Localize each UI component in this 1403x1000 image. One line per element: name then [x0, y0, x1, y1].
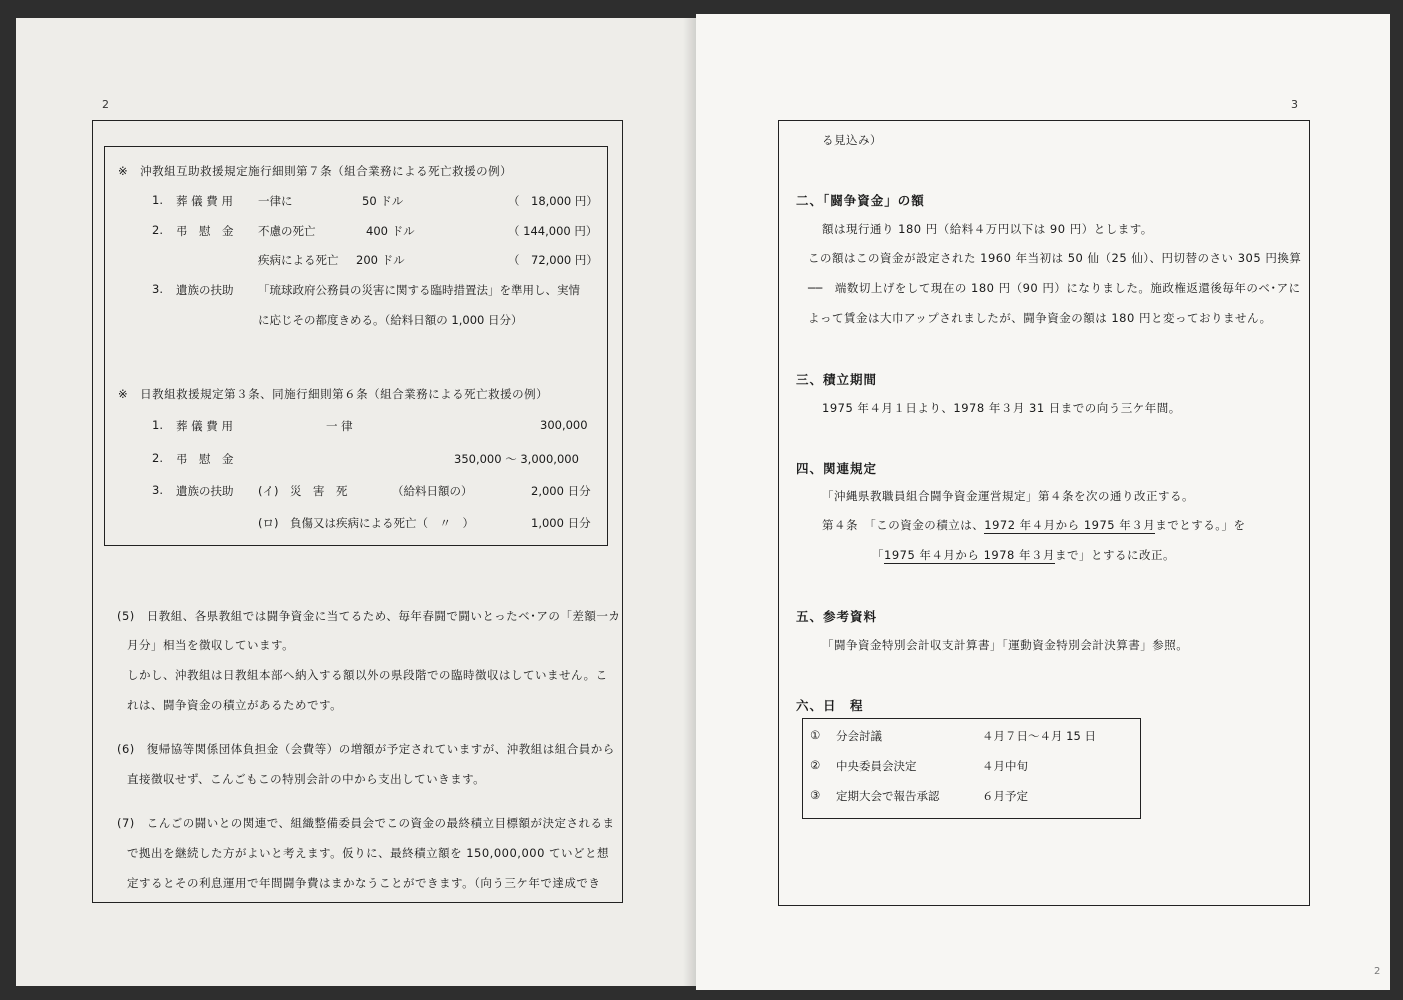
- s2-row1-label: 葬 儀 費 用: [176, 419, 233, 433]
- s2-row3-label: 遺族の扶助: [176, 484, 234, 498]
- s1-row2-no: 2.: [152, 223, 163, 237]
- s2-row1-cond: 一 律: [326, 419, 353, 433]
- s2-row3-a-note: （給料日額の）: [392, 484, 473, 498]
- s2-line2: この額はこの資金が設定された 1960 年当初は 50 仙（25 仙）、円切替のさい 305 円換算: [808, 251, 1302, 265]
- s2-row1-no: 1.: [152, 418, 163, 432]
- s2-row3-b: (ロ) 負傷又は疾病による死亡（ 〃 ）: [258, 516, 474, 530]
- sched-row3-item: 定期大会で報告承認: [836, 789, 940, 803]
- s1-row2-cond: 不慮の死亡: [258, 224, 316, 238]
- para7-line1: (7) こんごの闘いとの関連で、組織整備委員会でこの資金の最終積立目標額が決定されるま: [117, 816, 615, 830]
- s1-row4-no: 3.: [152, 282, 163, 296]
- sched-row3-date: ６月予定: [982, 789, 1028, 803]
- para5-line1: (5) 日教組、各県教組では闘争資金に当てるため、毎年春闘で闘いとったベ･アの「差額一カ: [117, 609, 621, 623]
- s2-row2-label: 弔 慰 金: [176, 452, 234, 466]
- section1-title: ※ 沖教組互助救援規定施行細則第７条（組合業務による死亡救援の例）: [118, 164, 513, 178]
- para5-line4: れは、闘争資金の積立があるためです。: [127, 698, 343, 712]
- s2-row2-amt: 350,000 ～ 3,000,000: [454, 452, 579, 466]
- continuation-line: る見込み）: [822, 133, 882, 147]
- sched-row3-no: ③: [810, 788, 821, 802]
- s4-line2: [822, 517, 1246, 533]
- s4-line2-a: 第４条 「この資金の積立は、: [822, 518, 985, 532]
- s1-row2-amt: 400 ドル: [366, 224, 415, 238]
- s1-row2-yen: （ 144,000 円）: [508, 224, 598, 238]
- para6-line2: 直接徴収せず、こんごもこの特別会計の中から支出していきます。: [127, 772, 486, 786]
- s1-row3-cond: 疾病による死亡: [258, 253, 339, 267]
- s4-line1: 「沖縄県教職員組合闘争資金運営規定」第４条を次の通り改正する。: [822, 489, 1194, 503]
- s2-row1-amt: 300,000: [540, 418, 588, 432]
- para5-line3: しかし、沖教組は日教組本部へ納入する額以外の県段階での臨時徴収はしていません。こ: [127, 668, 608, 682]
- sched-row2-date: ４月中旬: [982, 759, 1028, 773]
- s1-row4-text1: 「琉球政府公務員の災害に関する臨時措置法」を準用し、実情: [258, 283, 580, 297]
- sched-row1-no: ①: [810, 728, 821, 742]
- s3-line: 1975 年４月１日より、1978 年３月 31 日までの向う三ケ年間。: [822, 401, 1181, 415]
- s2-line3: ── 端数切上げをして現在の 180 円（90 円）になりました。施政権返還後毎年のベ･アに: [808, 281, 1301, 295]
- section2-title: ※ 日教組救援規定第３条、同施行細則第６条（組合業務による死亡救援の例）: [118, 387, 549, 401]
- section5-heading: 五、参考資料: [796, 609, 878, 624]
- sched-row1-item: 分会討議: [836, 729, 882, 743]
- para7-line2: で拠出を継続した方がよいと考えます。仮りに、最終積立額を 150,000,000 ていどと想: [127, 846, 610, 860]
- s1-row1-yen: （ 18,000 円）: [508, 194, 598, 208]
- s2-row3-a-amt: 2,000 日分: [531, 484, 591, 498]
- s1-row1-cond: 一律に: [258, 194, 293, 208]
- s4-line3-b: 1975 年４月から 1978 年３月: [884, 548, 1055, 562]
- s5-line: 「闘争資金特別会計収支計算書」「運動資金特別会計決算書」参照。: [822, 638, 1189, 652]
- s1-row1-amt: 50 ドル: [362, 194, 404, 208]
- s1-row2-label: 弔 慰 金: [176, 224, 234, 238]
- s4-line3: [872, 547, 1175, 563]
- s1-row4-label: 遺族の扶助: [176, 283, 234, 297]
- section3-heading: 三、積立期間: [796, 372, 878, 387]
- section4-heading: 四、関連規定: [796, 461, 878, 476]
- s1-row4-text2: に応じその都度きめる。（給料日額の 1,000 日分）: [258, 313, 523, 327]
- s4-line3-c: まで」とするに改正。: [1055, 548, 1175, 562]
- s2-row3-b-amt: 1,000 日分: [531, 516, 591, 530]
- s4-line2-c: までとする。」を: [1155, 518, 1246, 532]
- s1-row3-yen: （ 72,000 円）: [508, 253, 598, 267]
- s4-line3-a: 「: [872, 548, 884, 562]
- s2-row2-no: 2.: [152, 451, 163, 465]
- s1-row3-amt: 200 ドル: [356, 253, 405, 267]
- s2-line4: よって賃金は大巾アップされましたが、闘争資金の額は 180 円と変っておりません。: [808, 311, 1272, 325]
- s2-line1: 額は現行通り 180 円（給料４万円以下は 90 円）とします。: [822, 222, 1153, 236]
- para5-line2: 月分」相当を徴収しています。: [127, 638, 295, 652]
- right-page-number: 3: [1291, 98, 1298, 111]
- para6-line1: (6) 復帰協等関係団体負担金（会費等）の増額が予定されていますが、沖教組は組合員から: [117, 742, 615, 756]
- para7-line3: 定するとその利息運用で年間闘争費はまかなうことができます。（向う三ケ年で達成でき: [127, 876, 601, 890]
- s2-row3-a: (イ) 災 害 死: [258, 484, 348, 498]
- s1-row1-no: 1.: [152, 193, 163, 207]
- section6-heading: 六、日 程: [796, 698, 864, 713]
- left-page-number: 2: [102, 98, 109, 111]
- sched-row1-date: ４月７日～４月 15 日: [982, 729, 1096, 743]
- sched-row2-no: ②: [810, 758, 821, 772]
- s2-row3-no: 3.: [152, 483, 163, 497]
- s1-row1-label: 葬 儀 費 用: [176, 194, 233, 208]
- sched-row2-item: 中央委員会決定: [836, 759, 917, 773]
- section2-heading: 二、「闘争資金」の額: [796, 193, 925, 208]
- s4-line2-b: 1972 年４月から 1975 年３月: [984, 518, 1156, 532]
- corner-mark: 2: [1374, 966, 1381, 977]
